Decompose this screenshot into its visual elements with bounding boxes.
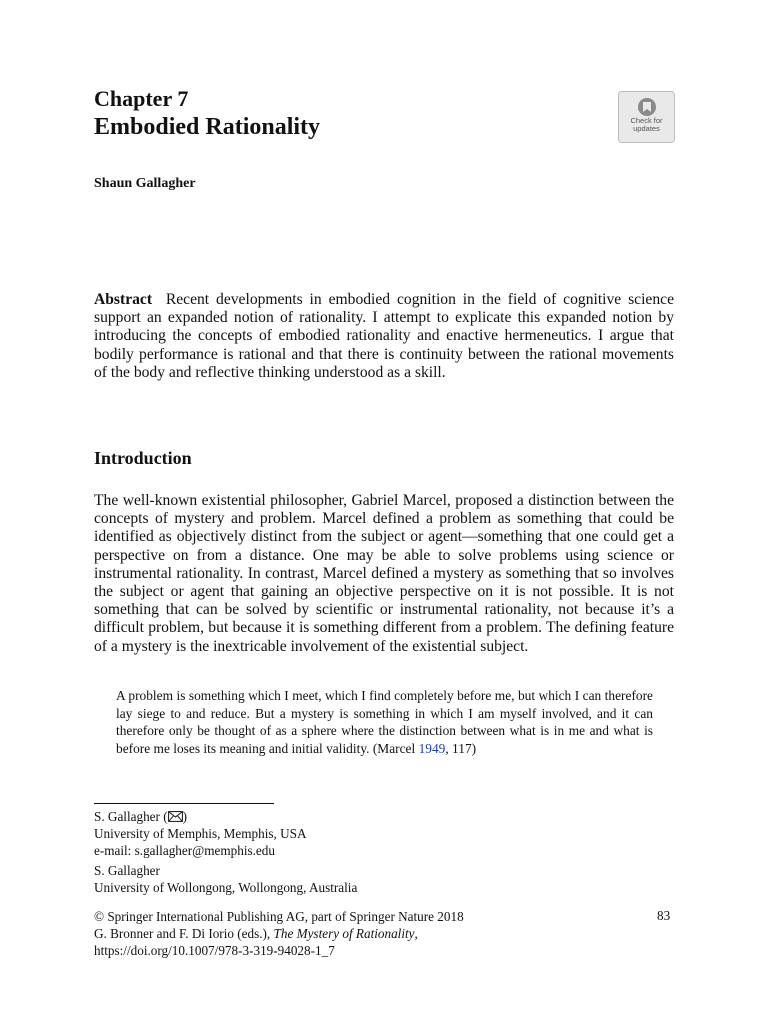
affiliation-2-institution: University of Wollongong, Wollongong, Australia [94, 880, 358, 895]
envelope-icon [168, 811, 183, 822]
affiliation-1-email[interactable]: e-mail: s.gallagher@memphis.edu [94, 843, 275, 858]
book-title: The Mystery of Rationality [273, 926, 415, 941]
footnote-divider [94, 803, 274, 804]
citation-link-1949[interactable]: 1949 [418, 740, 446, 756]
book-editors: G. Bronner and F. Di Iorio (eds.), [94, 926, 274, 941]
badge-text-updates: updates [633, 124, 660, 133]
quote-page-ref: , 117) [445, 740, 477, 756]
affiliation-1-name-end: ) [182, 809, 188, 824]
check-for-updates-badge[interactable] [618, 91, 675, 143]
block-quote [116, 687, 653, 757]
affiliation-1-author [94, 808, 306, 825]
abstract [94, 291, 674, 382]
doi-link[interactable]: https://doi.org/10.1007/978-3-319-94028-1_7 [94, 943, 335, 958]
affiliation-1-name: S. Gallagher ( [94, 809, 168, 824]
quote-text: A problem is something which I meet, which I find completely before me, but which I can therefore lay siege to and reduce. But a mystery is something in which I am myself involved, and it can therefore only be thought of as a sphere where the distinction between what is in me and what is before me loses its meaning and initial validity. (Marcel [116, 688, 653, 756]
affiliation-1 [94, 808, 306, 859]
badge-text-check: Check for [630, 116, 663, 125]
copyright-block [94, 908, 678, 959]
book-title-comma: , [414, 926, 418, 941]
affiliation-2-name: S. Gallagher [94, 863, 160, 878]
bookmark-icon [636, 97, 658, 117]
abstract-text: Recent developments in embodied cognition in the field of cognitive science support an expanded notion of rationality. I attempt to explicate this expanded notion by introducing the concepts of embodied rationality and enactive hermeneutics. I argue that bodily performance is rational and that there is continuity between the rational movements of the body and reflective thinking understood as a skill. [94, 291, 674, 381]
chapter-number: Chapter 7 [94, 86, 189, 111]
abstract-label: Abstract [94, 291, 153, 308]
section-heading-introduction: Introduction [94, 448, 192, 468]
affiliation-2 [94, 862, 357, 896]
page-number: 83 [657, 908, 671, 923]
author-name: Shaun Gallagher [94, 176, 196, 191]
copyright-line: © Springer International Publishing AG, part of Springer Nature 2018 [94, 909, 464, 924]
affiliation-1-institution: University of Memphis, Memphis, USA [94, 826, 307, 841]
book-citation [94, 925, 678, 942]
intro-paragraph: The well-known existential philosopher, Gabriel Marcel, proposed a distinction between the concepts of mystery and problem. Marcel defined a problem as something that could be identified as objectively distinct from the subject or agent—something that one could get a perspective on from a distance. One may be able to solve problems using science or instrumental rationality. In contrast, Marcel defined a mystery as something that so involves the subject or agent that gaining an objective perspective on it is not possible. It is not something that can be solved by scientific or instrumental rationality, not because it’s a difficult problem, but because it is something different from a problem. The defining feature of a mystery is the inextricable involvement of the existential subject. [94, 492, 674, 655]
chapter-title: Embodied Rationality [94, 114, 321, 140]
